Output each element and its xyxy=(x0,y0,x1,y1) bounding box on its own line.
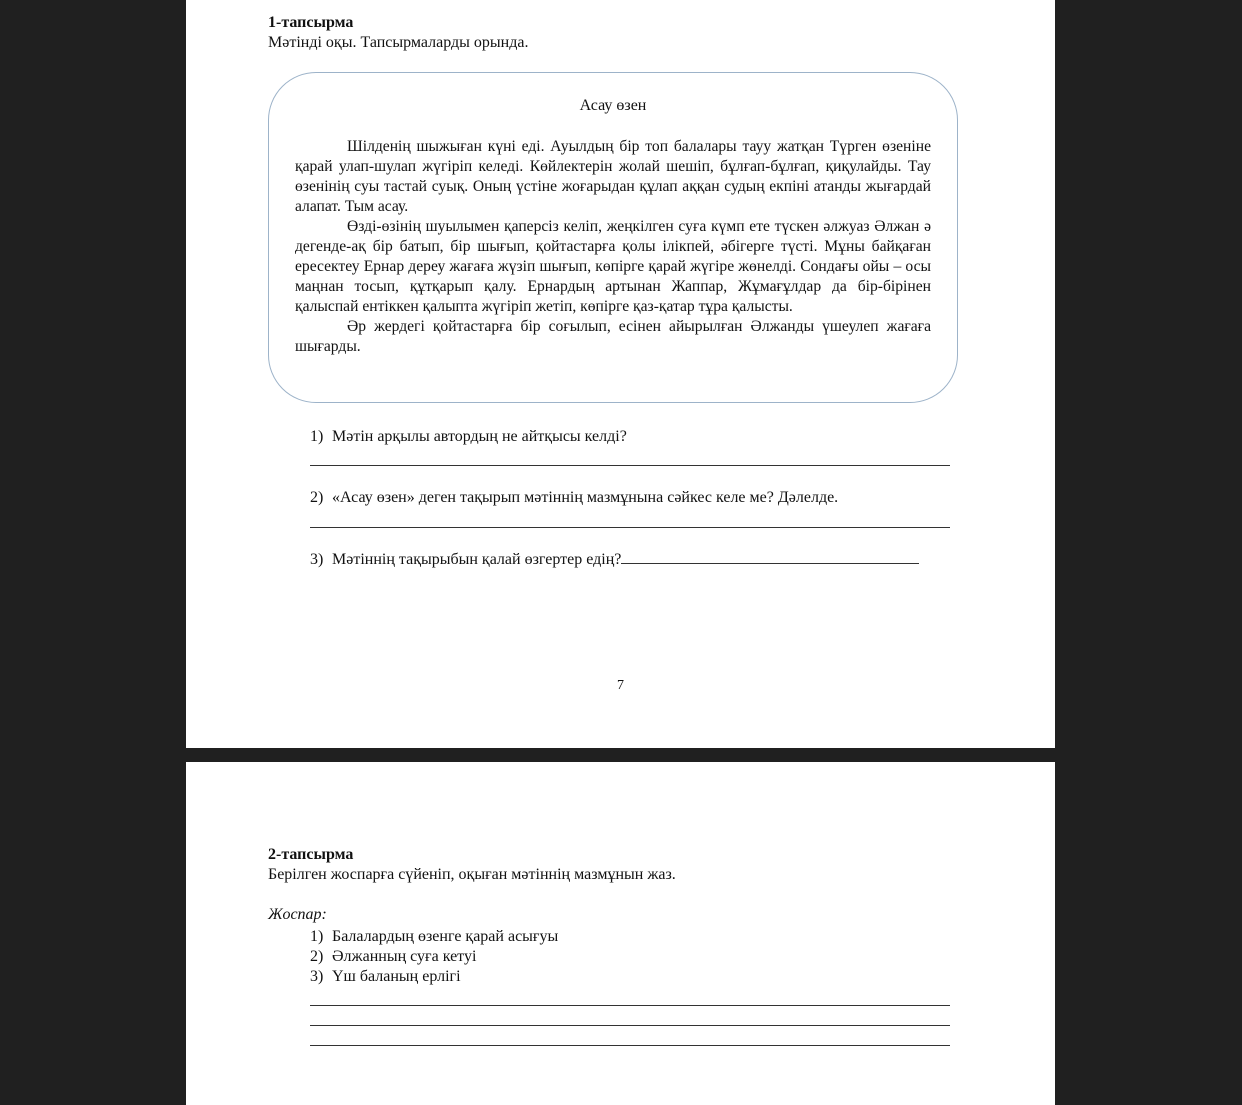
plan-label: Жоспар: xyxy=(268,906,327,923)
plan-text: Балалардың өзенге қарай асығуы xyxy=(332,928,559,945)
page-number: 7 xyxy=(617,678,624,693)
question-number: 1) xyxy=(310,428,324,445)
story-paragraph: Әр жердегі қойтастарға бір соғылып, есінен айырылған Әлжанды үшеулеп жағаға шығарды. xyxy=(295,318,931,355)
question-2 xyxy=(310,489,838,507)
writing-line[interactable] xyxy=(310,1025,950,1026)
story-text xyxy=(295,137,931,357)
question-number: 3) xyxy=(310,551,324,568)
plan-text: Әлжанның суға кетуі xyxy=(332,948,477,965)
document-page-1 xyxy=(186,0,1055,748)
question-text: Мәтін арқылы автордың не айтқысы келді? xyxy=(332,428,627,445)
story-title: Асау өзен xyxy=(579,97,647,114)
task-2-title: 2-тапсырма xyxy=(268,846,354,863)
answer-line-2[interactable] xyxy=(310,527,950,528)
answer-line-1[interactable] xyxy=(310,465,950,466)
question-3 xyxy=(310,549,919,569)
question-1 xyxy=(310,428,627,446)
writing-line[interactable] xyxy=(310,1005,950,1006)
question-text: Мәтіннің тақырыбын қалай өзгертер едің? xyxy=(332,551,622,568)
question-text: «Асау өзен» деген тақырып мәтіннің мазмұнына сәйкес келе ме? Дәлелде. xyxy=(332,489,839,506)
plan-number: 1) xyxy=(310,928,324,945)
story-box xyxy=(268,72,958,403)
plan-text: Үш баланың ерлігі xyxy=(332,968,461,985)
plan-number: 2) xyxy=(310,948,324,965)
task-1-title: 1-тапсырма xyxy=(268,14,354,31)
task-2-instruction: Берілген жоспарға сүйеніп, оқыған мәтіннің мазмұнын жаз. xyxy=(268,866,676,883)
document-page-2 xyxy=(186,762,1055,1105)
answer-line-3[interactable] xyxy=(621,549,919,564)
plan-item-2 xyxy=(310,948,476,966)
story-paragraph: Өзді-өзінің шуылымен қаперсіз келіп, жеңкілген суға күмп ете түскен әлжуаз Әлжан ә дегенде-ақ бір батып, бір шығып, қойтастарға қолы ілікпей, әбігерге түсті. Мұны байқаған ересектеу Ернар дереу жағаға жүзіп шығып, көпірге қарай жүгіре жөнелді. Сондағы ойы – осы маңнан тосып, құтқарып қалу. Ернардың артынан Жаппар, Жұмағұлдар да бір-бірінен қалыспай ентіккен қалыпта жүгіріп жетіп, көпірге қаз-қатар тұра қалысты. xyxy=(295,218,931,315)
writing-line[interactable] xyxy=(310,1045,950,1046)
plan-item-1 xyxy=(310,928,558,946)
story-paragraph: Шілденің шыжыған күні еді. Ауылдың бір топ балалары тауу жатқан Түрген өзеніне қарай улап-шулап жүгіріп келеді. Көйлектерін жолай шешіп, бұлғап-бұлғап, қиқулайды. Тау өзенінің суы тастай суық. Оның үстіне жоғарыдан құлап аққан судың екпіні атанды жығардай алапат. Тым асау. xyxy=(295,138,931,215)
task-1-instruction: Мәтінді оқы. Тапсырмаларды орында. xyxy=(268,34,529,51)
question-number: 2) xyxy=(310,489,324,506)
plan-item-3 xyxy=(310,968,461,986)
plan-number: 3) xyxy=(310,968,324,985)
